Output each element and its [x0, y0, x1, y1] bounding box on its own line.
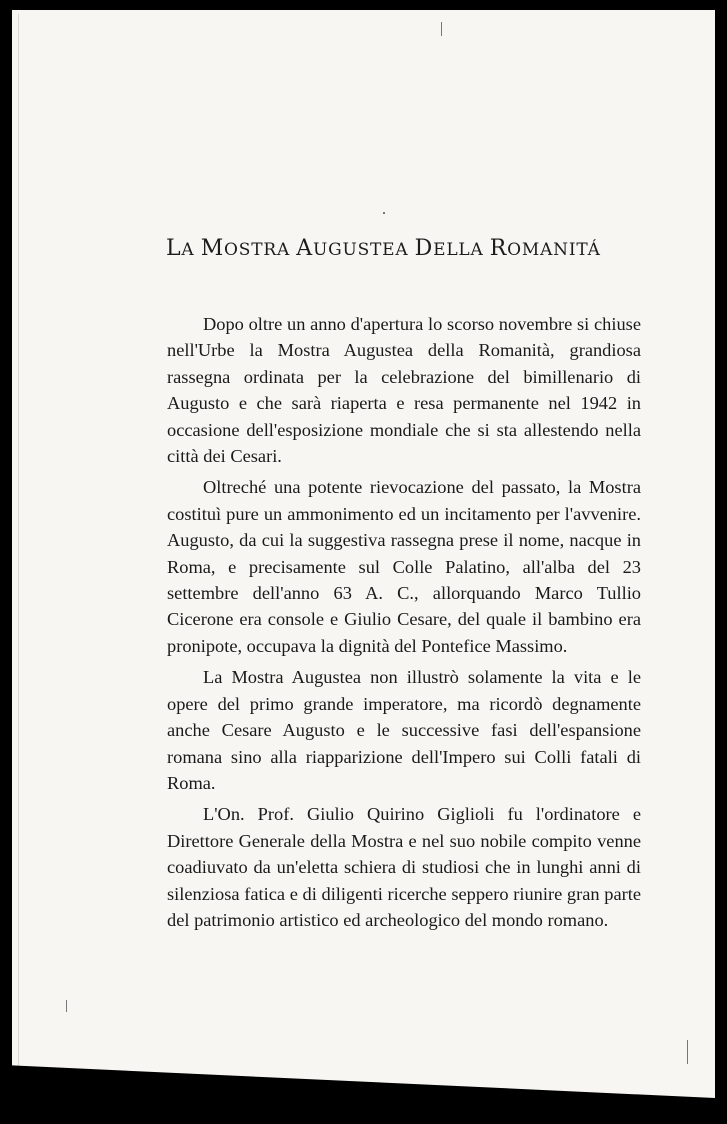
title-letters: OSTRA — [224, 240, 297, 260]
scan-speck — [66, 1000, 67, 1012]
page-edge-shadow — [18, 14, 19, 1074]
paragraph-2: Oltreché una potente rievocazione del passato, la Mostra costituì pure un ammonimento ed un incitamento per l'avvenire. Augusto, da cui la suggestiva rassegna prese il nome, nacque in Roma, e precisamente sul Colle Palatino, all'alba del 23 settembre dell'anno 63 A. C., allorquando Marco Tullio Cicerone era console e Giulio Cesare, del quale il bambino era pronipote, occupava la dignità del Pontefice Massimo. — [167, 477, 641, 656]
page-title — [166, 236, 646, 261]
article-body — [167, 311, 641, 938]
title-letter: A — [296, 236, 313, 261]
paragraph-1: Dopo oltre un anno d'apertura lo scorso novembre si chiuse nell'Urbe la Mostra Augustea della Romanità, grandiosa rassegna ordinata per la celebrazione del bimillenario di Augusto e che sarà riaperta e resa permanente nel 1942 in occasione dell'esposizione mondiale che si sta allestendo nella città dei Cesari. — [167, 314, 641, 467]
title-letter: L — [166, 236, 182, 261]
scan-speck — [441, 22, 442, 36]
title-letters: ELLA — [433, 240, 490, 260]
paragraph-3: La Mostra Augustea non illustrò solamente la vita e le opere del primo grande imperatore, ma ricordò degnamente anche Cesare Augusto e le successive fasi dell'espansione romana sino alla riapparizione dell'Impero sui Colli fatali di Roma. — [167, 667, 641, 793]
title-letters: A — [181, 240, 201, 260]
scan-speck — [687, 1040, 688, 1064]
title-letter: M — [200, 236, 225, 261]
title-letters: UGUSTEA — [312, 240, 415, 260]
title-letters: OMANITÁ — [507, 240, 601, 260]
title-letter: R — [489, 236, 508, 261]
title-letter: D — [414, 236, 434, 261]
paragraph-4: L'On. Prof. Giulio Quirino Giglioli fu l'ordinatore e Direttore Generale della Mostra e nel suo nobile compito venne coadiuvato da un'eletta schiera di studiosi che in lunghi anni di silenziosa fatica e di diligenti ricerche seppero riunire gran parte del patrimonio artistico ed archeologico del mondo romano. — [167, 804, 641, 930]
scan-speck — [383, 212, 385, 214]
